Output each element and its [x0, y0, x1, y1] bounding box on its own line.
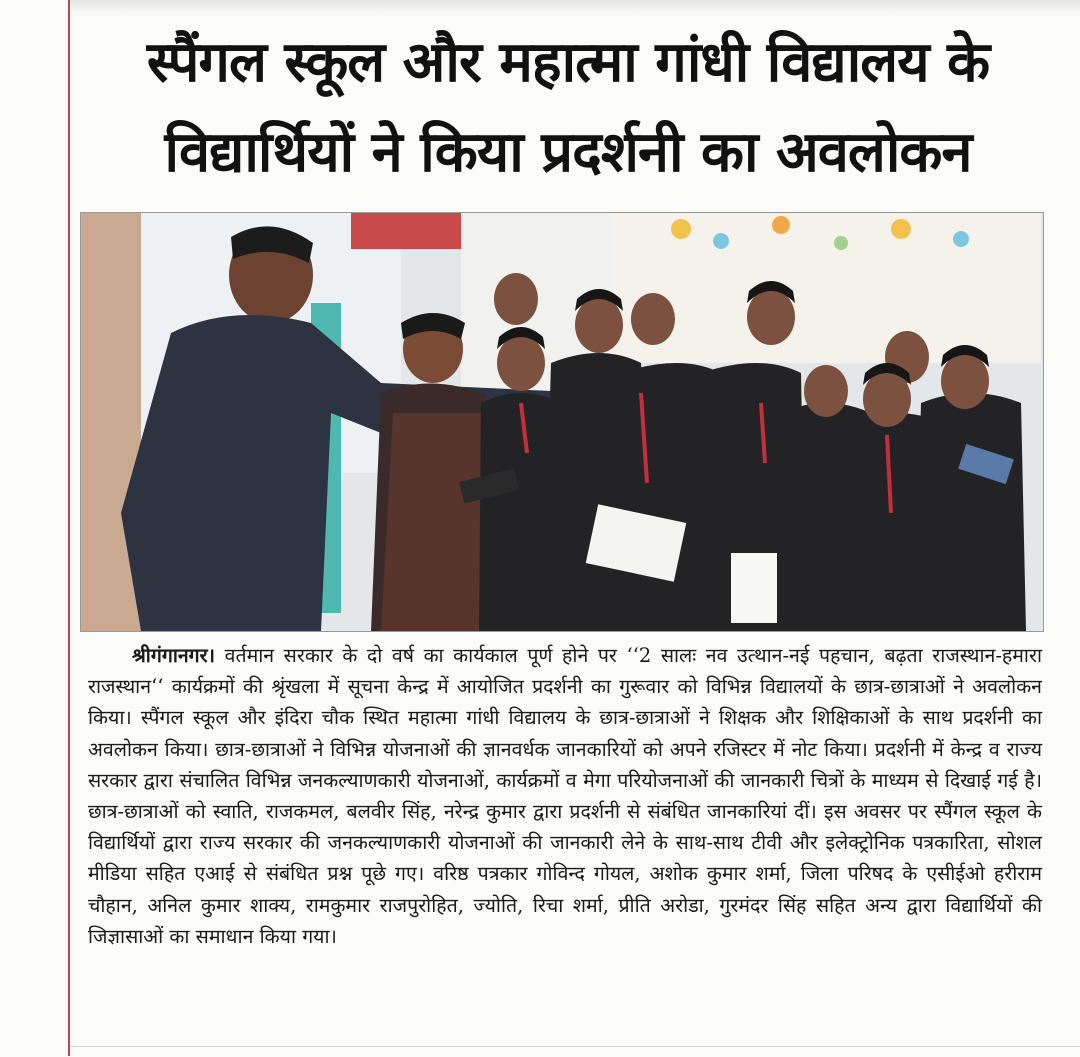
article-text: वर्तमान सरकार के दो वर्ष का कार्यकाल पूर्ण होने पर ‘‘2 सालः नव उत्थान-नई पहचान, बढ़ता राजस्थान-हमारा राजस्थान‘‘ कार्यक्रमों की श्रृंखला में सूचना केन्द्र में आयोजित प्रदर्शनी का गुरूवार को विभिन्न विद्यालयों के छात्र-छात्राओं ने अवलोकन किया। स्पैंगल स्कूल और इंदिरा चौक स्थित महात्मा गांधी विद्यालय के छात्र-छात्राओं ने शिक्षक और शिक्षिकाओं के साथ प्रदर्शनी का अवलोकन किया। छात्र-छात्राओं ने विभिन्न योजनाओं की ज्ञानवर्धक जानकारियों को अपने रजिस्टर में नोट किया। प्रदर्शनी में केन्द्र व राज्य सरकार द्वारा संचालित विभिन्न जनकल्याणकारी योजनाओं, कार्यक्रमों व मेगा परियोजनाओं की जानकारी चित्रों के माध्यम से दिखाई गई है। छात्र-छात्राओं को स्वाति, राजकमल, बलवीर सिंह, नरेन्द्र कुमार द्वारा प्रदर्शनी से संबंधित जानकारियां दीं। इस अवसर पर स्पैंगल स्कूल के विद्यार्थियों द्वारा राज्य सरकार की जनकल्याणकारी योजनाओं की जानकारी लेने के साथ-साथ टीवी और इलेक्ट्रोनिक पत्रकारिता, सोशल मीडिया सहित एआई से संबंधित प्रश्न पूछे गए। वरिष्ठ पत्रकार गोविन्द गोयल, अशोक कुमार शर्मा, जिला परिषद के एसीईओ हरीराम चौहान, अनिल कुमार शाक्य, रामकुमार राजपुरोहित, ज्योति, रिचा शर्मा, प्रीति अरोडा, गुरमंदर सिंह सहित अन्य द्वारा विद्यार्थियों की जिज्ञासाओं का समाधान किया गया।: [88, 644, 1042, 948]
article-body: [88, 640, 1042, 952]
news-photo: [80, 212, 1044, 632]
column-rule: [68, 0, 70, 1056]
page-bottom-strip: [70, 1046, 1080, 1057]
dateline: श्रीगंगानगर।: [132, 644, 216, 667]
page-top-strip: [70, 0, 1080, 14]
headline: स्पैंगल स्कूल और महात्मा गांधी विद्यालय के विद्यार्थियों ने किया प्रदर्शनी का अवलोकन: [146, 30, 990, 185]
news-photo-icon: [81, 213, 1043, 631]
